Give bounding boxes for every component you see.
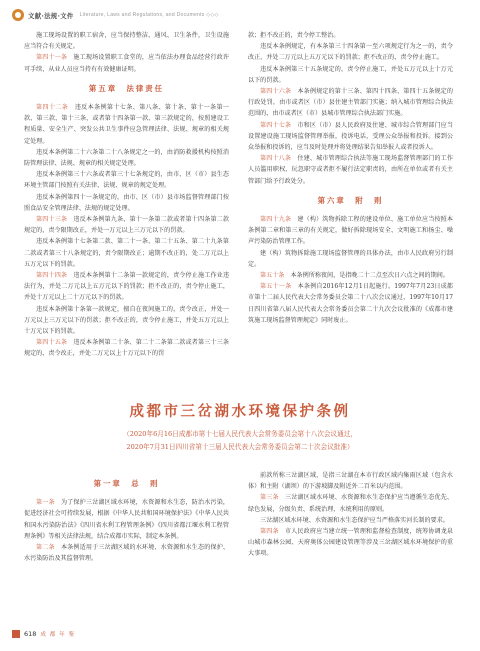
- article-47: [248, 120, 453, 154]
- page-number: 618: [24, 630, 37, 638]
- article-label: 第四十九条: [260, 216, 292, 224]
- subtitle-line: 2020年7月31日四川省第十三届人民代表大会常务委员会第二十次会议批准）: [126, 442, 354, 451]
- article-label: 第四十八条: [260, 155, 292, 163]
- paragraph: 违反本条例第三十六条或者第三十七条规定的，由市、区（市）县生态环境主管部门按照有关法律、法规、规章的规定处理。: [24, 171, 229, 190]
- bottom-right-column: [248, 470, 453, 560]
- paragraph: 违反本条例第十七条第二款、第二十一条、第二十五条、第二十九条第二款或者第三十八条规定的，责令限期改正；逾期不改正的，处二万元以上五万元以下的罚款。: [24, 238, 229, 268]
- paragraph: 三岔湖区域水环境、水资源和水生态保护应当严格落实河长制的要求。: [260, 516, 449, 524]
- article-1: [24, 497, 229, 542]
- article-48: [248, 153, 453, 187]
- paragraph: 违反本条例第二十六条第二十八条规定之一的，由消防救援机构按照消防管理法律、法规、规章的相关规定处理。: [24, 148, 229, 168]
- article-51: [248, 281, 453, 326]
- article-2: [24, 542, 229, 564]
- article-label: 第三条: [260, 494, 279, 502]
- article-4: [248, 526, 453, 560]
- page-footer: [12, 630, 75, 638]
- article-text: 市和区（市）县人民政府及住建、城市综合管理部门应当设置建设施工现场监督管理举报，投诉电话，受理公众举报和投诉。接到公众举报和投诉的，应当及时处理并将处理结果告知举报人或者投诉人。: [248, 121, 454, 152]
- paragraph: 违反本条例规定，有本条第三十四条第一至六项规定行为之一的，责令改正，并处二万元以上五万元以下的罚款；拒不改正的，责令停止施工。: [248, 43, 453, 62]
- article-text: 违反本条例第二十条、第二十二条第二款或者第三十三条规定的，责令改正，并处二万元以上十万元以下的罚: [24, 339, 230, 358]
- article-text: 本条例规定的第十三条、第四十四条、第四十五条规定的行政处罚，由市或者区（市）县住建主管部门实施；纳入城市管理综合执法范围的，由市或者区（市）县城市管理综合执法部门实施。: [248, 88, 454, 118]
- article-45: [24, 337, 229, 359]
- article-text: 本条例自2016年12月1日起施行。1997年7月23日成都市第十二届人民代表大会常务委员会第二十八次会议通过，1997年10月17日四川省第八届人民代表大会常务委员会第二十九次会议批准的《成都市建筑施工现场监督管理规定》同时废止。: [248, 283, 454, 324]
- article-text: 三岔湖区域水环境、水资源和水生态保护应当遵循生态优先、绿色发展，分级负责、系统治理、水统利用的原则。: [248, 494, 454, 513]
- subtitle-line: （2020年6月16日成都市第十七届人民代表大会常务委员会第十八次会议通过，: [123, 430, 357, 438]
- article-label: 第二条: [36, 544, 55, 552]
- article-label: 第五十条: [260, 272, 285, 280]
- article-label: 第四条: [260, 528, 279, 536]
- paragraph: 前款所称三岔湖区域，是指三岔湖在本市行政区域内集雨区域（包含水体）和主附（湖坝）的下游坡脚及附近外二百米以内范围。: [248, 472, 453, 491]
- article-label: 第五十一条: [260, 283, 292, 291]
- article-49: [248, 214, 453, 248]
- article-label: 第四十七条: [260, 121, 292, 129]
- article-text: 施工现场设置职工食堂的，应当依法办理食品经营行政许可手续，从业人员应当持有有效健康证明。: [24, 54, 230, 73]
- article-label: 第四十五条: [36, 339, 68, 347]
- yearbook-logo-icon: [12, 9, 24, 21]
- document-title: 成都市三岔湖水环境保护条例: [129, 403, 351, 420]
- article-text: 违反本条例第十二条第一款规定的，责令停止施工作业违法行为，并处二万元以上五万元以下的罚款；拒不改正的，责令停止施工，并处十万元以上二十万元以下的罚款。: [24, 272, 230, 302]
- article-text: 本条例适用于三岔湖区域的水环境、水资源和水生态的保护、水污染防治及其监督管理。: [24, 544, 230, 563]
- article-text: 市人民政府应当建立统一管理和监督检查制度，统筹协调龙泉山城市森林公园、天府奥体公园建设管理等涉及三岔湖区域水环境保护的重大事项。: [248, 528, 454, 558]
- document-subtitle: [40, 428, 440, 453]
- article-text: 住建、城市管理综合执法等施工现场监督管理部门的工作人员滥用职权、玩忽职守或者拒不履行法定职责的，由所在单位或者有关主管部门给予行政处分。: [248, 155, 454, 185]
- bottom-left-column: [24, 470, 229, 564]
- article-50: [248, 270, 453, 281]
- article-46: [248, 86, 453, 120]
- paragraph: 建（构）筑物拆除施工现场监督管理的具体办法，由市人民政府另行制定。: [248, 249, 453, 268]
- paragraph: 违反本条例第三十五条规定的，责令停止施工，并处五万元以上十万元以下的罚款。: [248, 65, 453, 84]
- article-label: 第四十二条: [36, 104, 69, 112]
- chapter-heading: 第六章 附 则: [317, 195, 384, 205]
- article-43: [24, 214, 229, 236]
- article-text: 违反本条例第十七条、第八条、第十条、第十一条第一款、第三款、第十三条，或者第十四条第一款、第三款规定的，按照建设工程质量、安全生产、突发公共卫生事件应急管理法律、法规、规章的相关规定处理。: [24, 104, 230, 145]
- publication-name: 成 都 年 鉴: [40, 632, 76, 638]
- top-right-column: [248, 30, 453, 326]
- article-label: 第四十三条: [36, 216, 68, 224]
- article-label: 第四十六条: [260, 88, 292, 96]
- article-text: 违反本条例第九条、第十一条第二款或者第十四条第二款规定的，责令限期改正，并处一万元以上三万元以下的罚款。: [24, 216, 230, 235]
- article-label: 第一条: [36, 499, 55, 507]
- footer-marker-icon: [12, 630, 20, 638]
- article-42: [24, 102, 229, 147]
- paragraph: 违反本条例第四十一条规定的，由市、区（市）县市场监督管理部门按照食品安全管理法律、法规的规定处理。: [24, 193, 229, 212]
- paragraph: 施工现场设置的职工宿舍，应当保持整洁、通风、卫生条件，卫生设施应当符合有关规定。: [24, 32, 229, 51]
- article-text: 建（构）筑物拆除工程的建设单位、施工单位应当按照本条例第二章和第三章的有关规定，做好拆除现场安全、文明施工和扬尘、噪声污染防治管理工作。: [248, 216, 454, 246]
- article-label: 第四十一条: [36, 54, 68, 62]
- article-text: 本条例所称夜间，是指晚二十二点至次日六点之间的期间。: [290, 272, 449, 280]
- paragraph-continued: 款；拒不改正的，责令停工整治。: [248, 32, 340, 39]
- chapter-heading: 第一章 总 则: [93, 479, 160, 488]
- running-header: [12, 8, 468, 22]
- paragraph: 违反本条例第十条第一款规定，擅自在夜间施工的，责令改正，并处一万元以上三万元以下的罚款；拒不改正的，责令停止施工，并处五万元以上十万元以下的罚款。: [24, 305, 229, 336]
- article-label: 第四十四条: [36, 272, 68, 280]
- header-subtitle: Literature, Laws and Regulations, and Documents ◇◇◇: [79, 12, 219, 18]
- top-left-column: [24, 30, 229, 360]
- chapter-heading: 第五章 法律责任: [88, 83, 165, 93]
- article-3: [248, 492, 453, 514]
- header-title: 文献·法规·文件: [28, 11, 74, 20]
- article-41: [24, 52, 229, 74]
- article-text: 为了保护三岔湖区域水环境，水资源和水生态，防治水污染，促进经济社会可持续发展，根据《中华人民共和国环境保护法》《中华人民共和国水污染防治法》《四川省水利工程管理条例》《四川省都江堰水利工程管理条例》等相关法律法规，结合成都市实际，制定本条例。: [24, 499, 230, 540]
- article-44: [24, 270, 229, 304]
